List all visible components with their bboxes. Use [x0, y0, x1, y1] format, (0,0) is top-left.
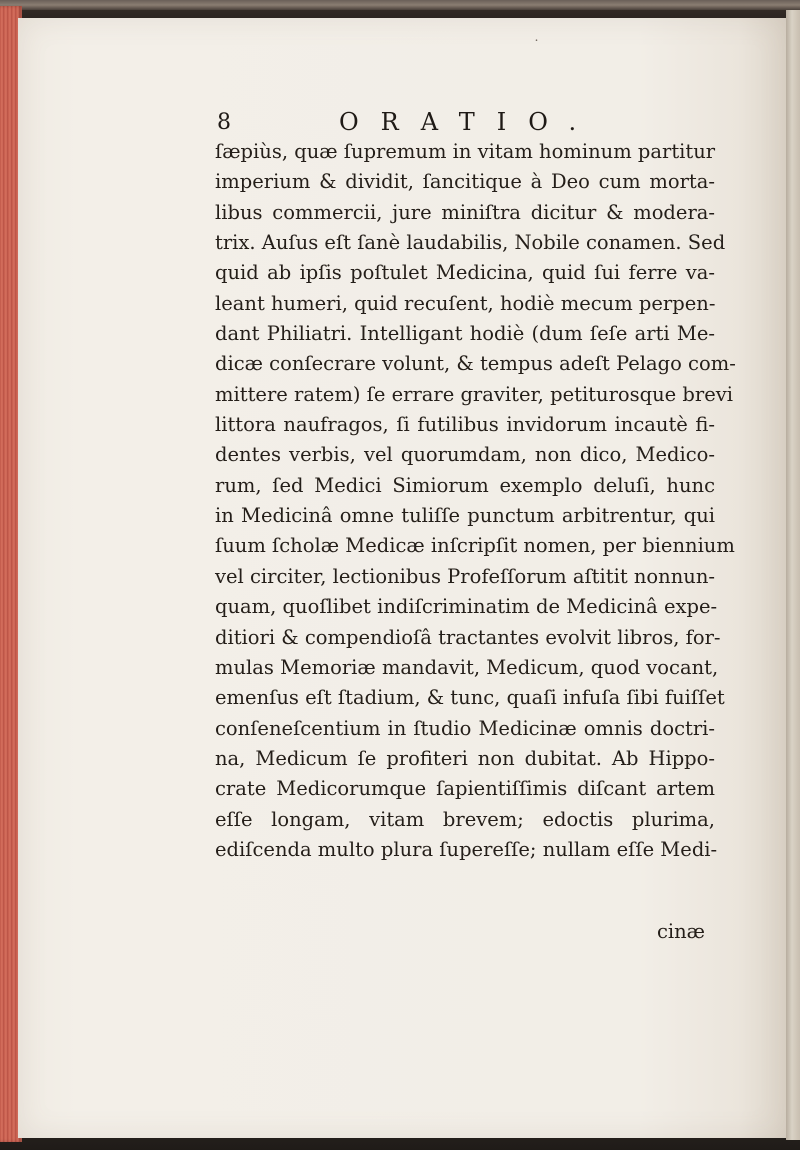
text-line: ediſcenda multo plura ſupereſſe; nullam eſſe Medi- [215, 837, 718, 861]
page-header [217, 108, 599, 138]
text-line: quid ab ipſis poſtulet Medicina, quid ſui ferre va- [215, 261, 715, 285]
ink-speck: ˙ [533, 38, 540, 54]
text-line: libus commercii, jure miniſtra dicitur & modera- [215, 200, 715, 224]
text-line: ſæpiùs, quæ ſupremum in vitam hominum partitur [215, 140, 716, 163]
text-line: eſſe longam, vitam brevem; edoctis plurima, [215, 807, 715, 831]
text-line: imperium & dividit, ſancitique à Deo cum morta- [215, 170, 715, 194]
text-line: conſeneſcentium in ſtudio Medicinæ omnis doctri- [215, 716, 715, 740]
text-line: ditiori & compendioſâ tractantes evolvit libros, for- [215, 625, 721, 649]
text-line: mulas Memoriæ mandavit, Medicum, quod vocant, [215, 655, 719, 679]
text-line: littora naufragos, ſi futilibus invidorum incautè fi- [215, 413, 715, 437]
body-text [215, 137, 736, 865]
text-line: quam, quoſlibet indiſcriminatim de Medicinâ expe- [215, 595, 718, 619]
text-line: dant Philiatri. Intelligant hodiè (dum ſeſe arti Me- [215, 322, 715, 346]
text-line: leant humeri, quid recuſent, hodiè mecum perpen- [215, 291, 716, 315]
text-line: emenſus eſt ſtadium, & tunc, quaſi infuſa ſibi fuiſſet [215, 686, 725, 710]
running-title: ORATIO. [339, 108, 599, 136]
text-line: ſuum ſcholæ Medicæ inſcripſit nomen, per biennium [215, 534, 735, 558]
text-line: in Medicinâ omne tuliſſe punctum arbitrentur, qui [215, 504, 715, 528]
text-line: dentes verbis, vel quorumdam, non dico, Medico- [215, 443, 715, 467]
text-line: vel circiter, lectionibus Profeſſorum aſtitit nonnun- [215, 564, 715, 588]
book-top-edge [0, 0, 800, 10]
text-line: na, Medicum ſe profiteri non dubitat. Ab Hippo- [215, 746, 715, 770]
text-line: crate Medicorumque ſapientiſſimis diſcant artem [215, 777, 715, 801]
text-line: trix. Auſus eſt ſanè laudabilis, Nobile conamen. Sed [215, 231, 726, 255]
text-line: dicæ conſecrare volunt, & tempus adeſt Pelago com- [215, 352, 736, 376]
catchword: cinæ [656, 920, 705, 943]
text-line: mittere ratem) ſe errare graviter, petiturosque brevi [215, 382, 734, 406]
page-gutter [786, 10, 800, 1140]
text-line: rum, ſed Medici Simiorum exemplo deluſi, hunc [215, 473, 715, 497]
page-number: 8 [217, 110, 231, 135]
